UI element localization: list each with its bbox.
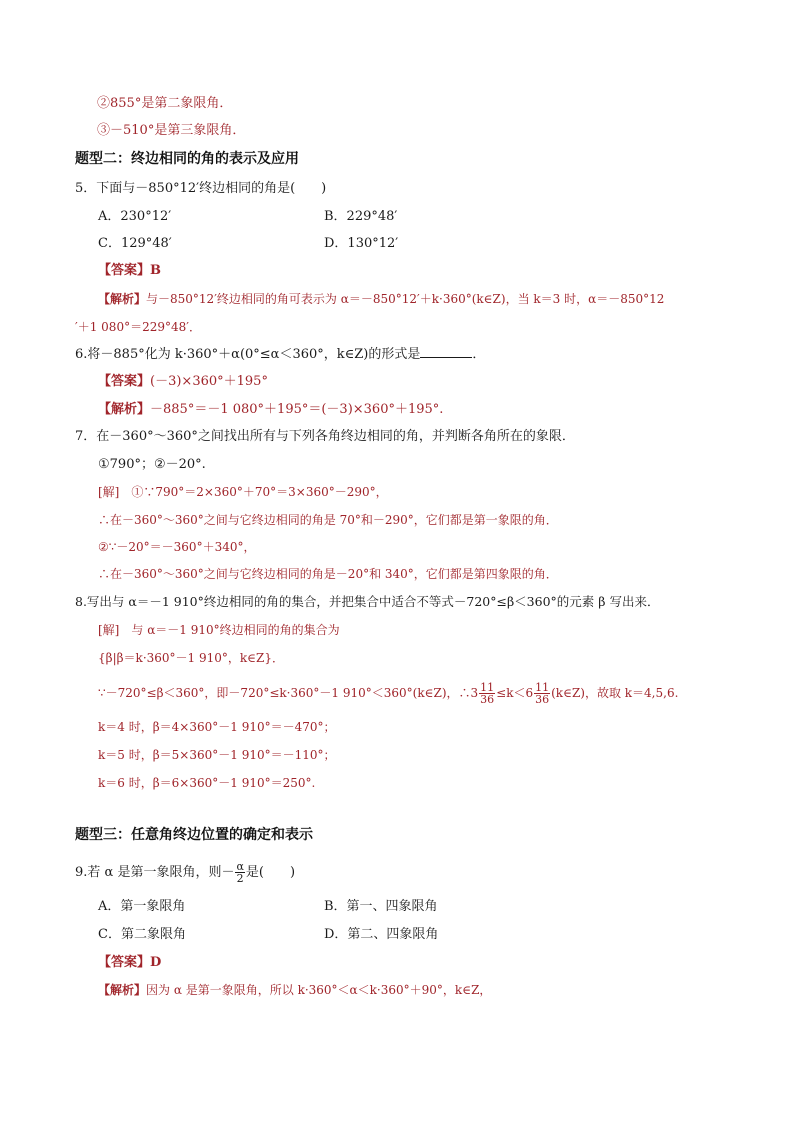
explanation-tag: 【解析】 — [98, 402, 151, 417]
explanation-line — [98, 401, 443, 419]
answer-line — [98, 262, 161, 280]
fraction-denominator: 2 — [236, 872, 244, 885]
section-heading: 题型三：任意角终边位置的确定和表示 — [75, 827, 313, 843]
solution-tag: [解] — [98, 623, 120, 637]
solution-line: ∴在－360°～360°之间与它终边相同的角是－20°和 340°，它们都是第四象限的角． — [98, 567, 558, 581]
solution-line: ②∵－20°＝－360°＋340°， — [98, 540, 256, 554]
answer-line — [98, 373, 268, 391]
answer-blank — [420, 345, 472, 358]
explanation-line — [98, 290, 664, 308]
option-b: B．229°48′ — [324, 209, 398, 224]
solution-text: (k∈Z)，故取 k＝4,5,6. — [551, 686, 679, 700]
explanation-text: －885°＝－1 080°＋195°＝(－3)×360°＋195°. — [150, 402, 444, 417]
fraction-denominator: 36 — [480, 693, 495, 706]
fraction-denominator: 36 — [535, 693, 550, 706]
question-6-text: 6.将－885°化为 k·360°＋α(0°≤α＜360°，k∈Z)的形式是 — [75, 347, 421, 362]
solution-line: k＝4 时，β＝4×360°－1 910°＝－470°； — [98, 720, 336, 734]
answer-value: D — [150, 955, 162, 970]
explanation-tag: 【解析】 — [98, 292, 147, 306]
question-6 — [75, 345, 485, 364]
question-8: 8.写出与 α＝－1 910°终边相同的角的集合，并把集合中适合不等式－720°≤β＜360°的元素 β 写出来． — [75, 594, 660, 609]
fraction-numerator: 11 — [535, 681, 550, 694]
solution-line: k＝6 时，β＝6×360°－1 910°＝250°. — [98, 776, 316, 790]
option-c: C．129°48′ — [98, 236, 172, 251]
answer-tag: 【答案】 — [98, 263, 151, 278]
option-c: C．第二象限角 — [98, 927, 186, 942]
text-line: ③－510°是第三象限角． — [97, 123, 246, 138]
solution-line — [98, 680, 678, 706]
option-a: A．230°12′ — [98, 209, 172, 224]
solution-tag: [解] — [98, 485, 120, 499]
solution-line: k＝5 时，β＝5×360°－1 910°＝－110°； — [98, 748, 336, 762]
explanation-text: 因为 α 是第一象限角，所以 k·360°＜α＜k·360°＋90°，k∈Z， — [146, 983, 492, 997]
solution-line: ∴在－360°～360°之间与它终边相同的角是 70°和－290°，它们都是第一象限的角． — [98, 513, 558, 527]
section-heading: 题型二：终边相同的角的表示及应用 — [75, 151, 299, 167]
solution-line — [98, 483, 388, 501]
answer-value: B — [150, 263, 162, 278]
explanation-line: ′＋1 080°＝229°48′． — [75, 320, 201, 334]
question-7: 7．在－360°～360°之间找出所有与下列各角终边相同的角，并判断各角所在的象限． — [75, 429, 575, 444]
explanation-tag: 【解析】 — [98, 983, 147, 997]
text-line: ②855°是第二象限角． — [97, 96, 233, 111]
option-d: D．130°12′ — [324, 236, 399, 251]
option-b: B．第一、四象限角 — [324, 899, 438, 914]
answer-tag: 【答案】 — [98, 955, 151, 970]
fraction-numerator: α — [236, 860, 244, 873]
answer-value: (－3)×360°＋195° — [150, 374, 268, 389]
question-6-end: ． — [472, 347, 486, 362]
question-9-text: 是( ) — [245, 865, 296, 880]
solution-text: ∵－720°≤β＜360°，即－720°≤k·360°－1 910°＜360°(k∈Z)，∴3 — [98, 686, 479, 700]
explanation-line — [98, 981, 491, 999]
answer-tag: 【答案】 — [98, 374, 151, 389]
fraction-numerator: 11 — [480, 681, 495, 694]
solution-line — [98, 621, 340, 639]
option-d: D．第二、四象限角 — [324, 927, 439, 942]
fraction — [235, 861, 244, 884]
solution-line: {β|β＝k·360°－1 910°，k∈Z}． — [98, 651, 285, 665]
question-9-text: 9.若 α 是第一象限角，则－ — [75, 865, 235, 880]
fraction — [479, 682, 495, 705]
question-7-items: ①790°；②－20°. — [98, 457, 206, 472]
option-a: A．第一象限角 — [98, 899, 186, 914]
solution-text: 与 α＝－1 910°终边相同的角的集合为 — [131, 623, 340, 637]
question-5: 5．下面与－850°12′终边相同的角是( ) — [75, 181, 327, 196]
solution-text: ①∵790°＝2×360°＋70°＝3×360°－290°， — [131, 485, 388, 499]
answer-line — [98, 954, 161, 972]
fraction — [534, 682, 550, 705]
explanation-text: 与－850°12′终边相同的角可表示为 α＝－850°12′＋k·360°(k∈Z)，当 k＝3 时，α＝－850°12 — [146, 292, 665, 306]
solution-text: ≤k＜6 — [496, 686, 534, 700]
question-9 — [75, 858, 295, 888]
